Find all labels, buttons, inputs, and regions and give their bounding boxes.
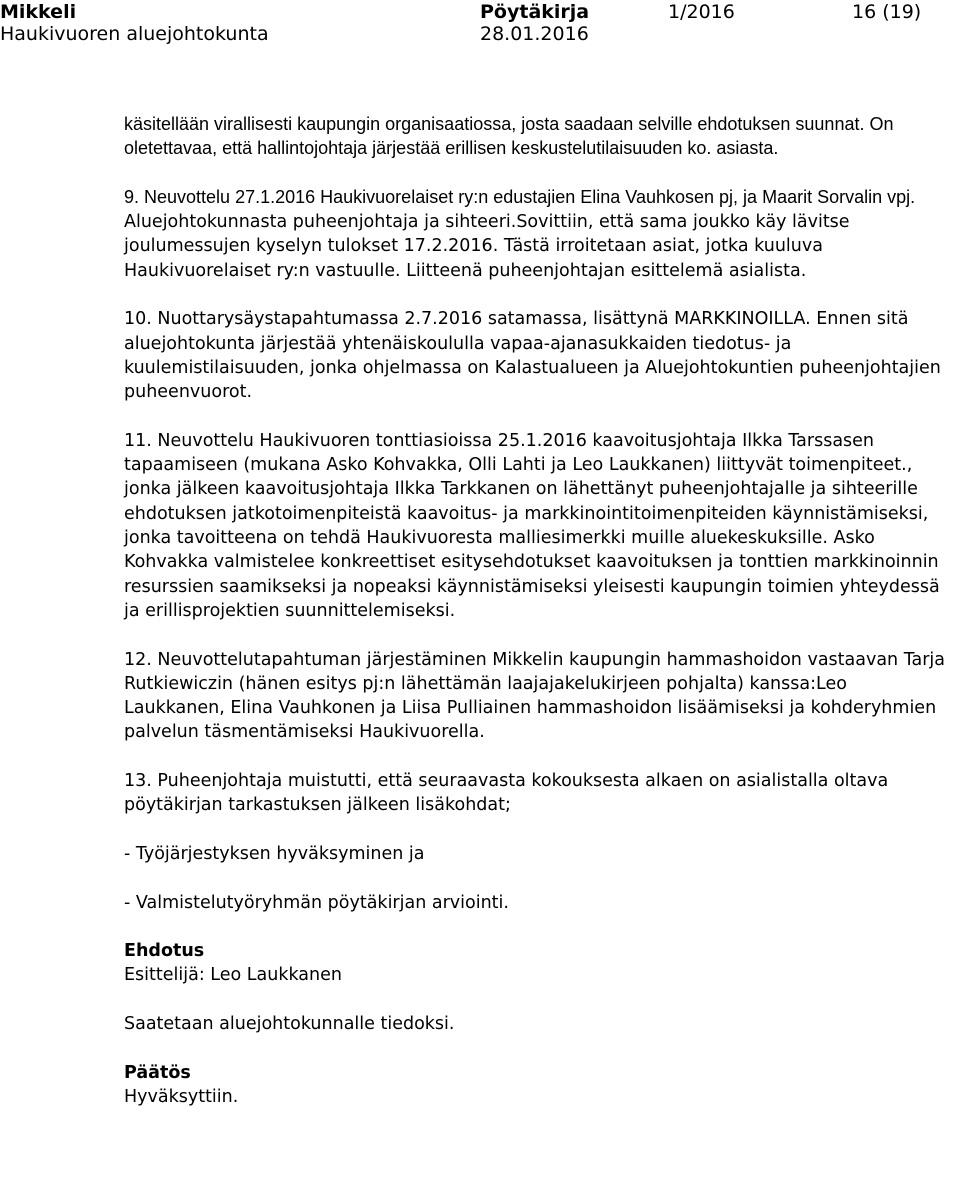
paragraph-intro: käsitellään virallisesti kaupungin organisaatiossa, josta saadaan selville ehdotuksen suunnat. On oletettavaa, että hallintojohtaja järjestää erillisen keskustelutilaisuuden ko. asiasta. <box>124 114 894 159</box>
page-number: 16 (19) <box>852 1 922 23</box>
proposal-text: Saatetaan aluejohtokunnalle tiedoksi. <box>124 1013 455 1034</box>
list-item: - Valmistelutyöryhmän pöytäkirjan arviointi. <box>124 892 509 913</box>
document-number: 1/2016 <box>668 1 735 23</box>
paragraph-item-10: 10. Nuottarysäystapahtumassa 2.7.2016 satamassa, lisättynä MARKKINOILLA. Ennen sitä aluejohtokunta järjestää yhtenäiskoululla vapaa-ajanasukkaiden tiedotus- ja kuulemistilaisuuden, jonka ohjelmassa on Kalastualueen ja Aluejohtokuntien puheenjohtajien puheenvuorot. <box>124 309 941 403</box>
decision-text: Hyväksyttiin. <box>124 1086 239 1107</box>
org-name: Mikkeli <box>0 1 77 23</box>
proposal-heading: Ehdotus <box>124 941 205 962</box>
paragraph-item-9 <box>124 185 948 283</box>
presenter-line: Esittelijä: Leo Laukkanen <box>124 965 342 986</box>
document-type: Pöytäkirja <box>480 1 590 23</box>
paragraph-item-11: 11. Neuvottelu Haukivuoren tonttiasioissa 25.1.2016 kaavoitusjohtaja Ilkka Tarssasen tapaamiseen (mukana Asko Kohvakka, Olli Lahti ja Leo Laukkanen) liittyvät toimenpiteet., jonka jälkeen kaavoitusjohtaja Ilkka Tarkkanen on lähettänyt puheenjohtajalle ja sihteerille ehdotuksen jatkotoimenpiteistä kaavoitus- ja markkinointitoimenpiteiden käynnistämiseksi, jonka tavoitteena on tehdä Haukivuoresta malliesimerkki muille aluekeskuksille. Asko Kohvakka valmistelee konkreettiset esitysehdotukset kaavoituksen ja tonttien markkinoinnin resurssien saamikseksi ja nopeaksi käynnistämiseksi yleisesti kaupungin toimien yhteydessä ja erillisprojektien suunnittelemiseksi. <box>124 430 940 621</box>
document-body <box>124 112 948 1109</box>
document-date: 28.01.2016 <box>480 23 589 45</box>
item-9-rest: Aluejohtokunnasta puheenjohtaja ja sihteeri.Sovittiin, että sama joukko käy lävitse joulumessujen kyselyn tulokset 17.2.2016. Tästä irroitetaan asiat, jotka kuuluva Haukivuorelaiset ry:n vastuulle. Liitteenä puheenjohtajan esittelemä asialista. <box>124 212 850 281</box>
list-item: - Työjärjestyksen hyväksyminen ja <box>124 843 425 864</box>
decision-heading: Päätös <box>124 1062 191 1083</box>
paragraph-item-13: 13. Puheenjohtaja muistutti, että seuraavasta kokouksesta alkaen on asialistalla oltava pöytäkirjan tarkastuksen jälkeen lisäkohdat; <box>124 771 889 816</box>
paragraph-item-12: 12. Neuvottelutapahtuman järjestäminen Mikkelin kaupungin hammashoidon vastaavan Tarja Rutkiewiczin (hänen esitys pj:n lähettämän laajajakelukirjeen pohjalta) kanssa:Leo Laukkanen, Elina Vauhkonen ja Liisa Pulliainen hammashoidon lisäämiseksi ja kohderyhmien palvelun täsmentämiseksi Haukivuorella. <box>124 649 945 743</box>
item-9-opening: 9. Neuvottelu 27.1.2016 Haukivuorelaiset ry:n edustajien Elina Vauhkosen pj, ja Maarit Sorvalin vpj. <box>124 186 916 207</box>
body-name: Haukivuoren aluejohtokunta <box>0 23 269 45</box>
